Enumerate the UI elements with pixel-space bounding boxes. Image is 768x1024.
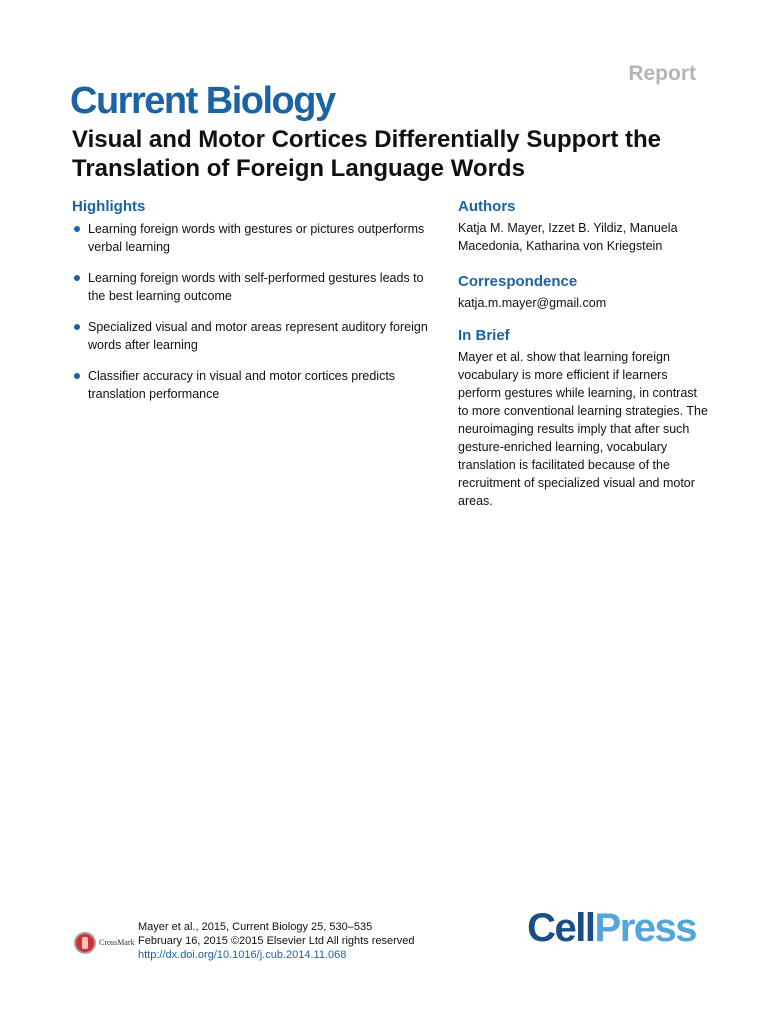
- cellpress-logo-cell: Cell: [527, 906, 595, 950]
- in-brief-heading: In Brief: [458, 327, 510, 344]
- highlight-item: [72, 269, 432, 305]
- bullet-icon: [74, 275, 80, 281]
- authors-section: [458, 198, 708, 255]
- crossmark-icon: [74, 932, 96, 954]
- in-brief-section: [458, 327, 708, 510]
- doi-link[interactable]: http://dx.doi.org/10.1016/j.cub.2014.11.068: [138, 949, 347, 961]
- crossmark-logo[interactable]: [72, 930, 135, 956]
- highlight-item: [72, 220, 432, 256]
- highlight-text: Learning foreign words with gestures or pictures outperforms verbal learning: [88, 222, 425, 254]
- citation-date-line: February 16, 2015 ©2015 Elsevier Ltd All rights reserved: [138, 935, 415, 947]
- cellpress-logo: [527, 906, 696, 951]
- highlights-heading: Highlights: [72, 198, 146, 215]
- highlight-text: Learning foreign words with self-performed gestures leads to the best learning outcome: [88, 271, 424, 303]
- bullet-icon: [74, 226, 80, 232]
- bullet-icon: [74, 373, 80, 379]
- article-type-label: Report: [628, 62, 696, 85]
- authors-list: Katja M. Mayer, Izzet B. Yildiz, Manuela Macedonia, Katharina von Kriegstein: [458, 221, 678, 253]
- citation-block: [138, 920, 415, 962]
- cellpress-logo-press: Press: [594, 906, 696, 950]
- highlight-item: [72, 367, 432, 403]
- correspondence-email[interactable]: katja.m.mayer@gmail.com: [458, 296, 607, 310]
- citation-line: Mayer et al., 2015, Current Biology 25, 530–535: [138, 921, 373, 933]
- highlights-list: [72, 220, 432, 403]
- highlights-section: [72, 198, 432, 416]
- correspondence-heading: Correspondence: [458, 273, 578, 290]
- journal-name: Current Biology: [70, 80, 335, 122]
- correspondence-section: [458, 273, 708, 312]
- authors-heading: Authors: [458, 198, 516, 215]
- paper-title: Visual and Motor Cortices Differentially Support the Translation of Foreign Language Words: [72, 126, 661, 182]
- highlight-item: [72, 318, 432, 354]
- crossmark-label: CrossMark: [99, 938, 135, 947]
- bullet-icon: [74, 324, 80, 330]
- highlight-text: Specialized visual and motor areas represent auditory foreign words after learning: [88, 320, 428, 352]
- in-brief-text: Mayer et al. show that learning foreign vocabulary is more efficient if learners perform gestures while learning, in contrast to more conventional learning strategies. The neuroimaging results imply that after such gesture-enriched learning, vocabulary translation is facilitated because of the recruitment of specialized visual and motor areas.: [458, 350, 708, 508]
- highlight-text: Classifier accuracy in visual and motor cortices predicts translation performance: [88, 369, 396, 401]
